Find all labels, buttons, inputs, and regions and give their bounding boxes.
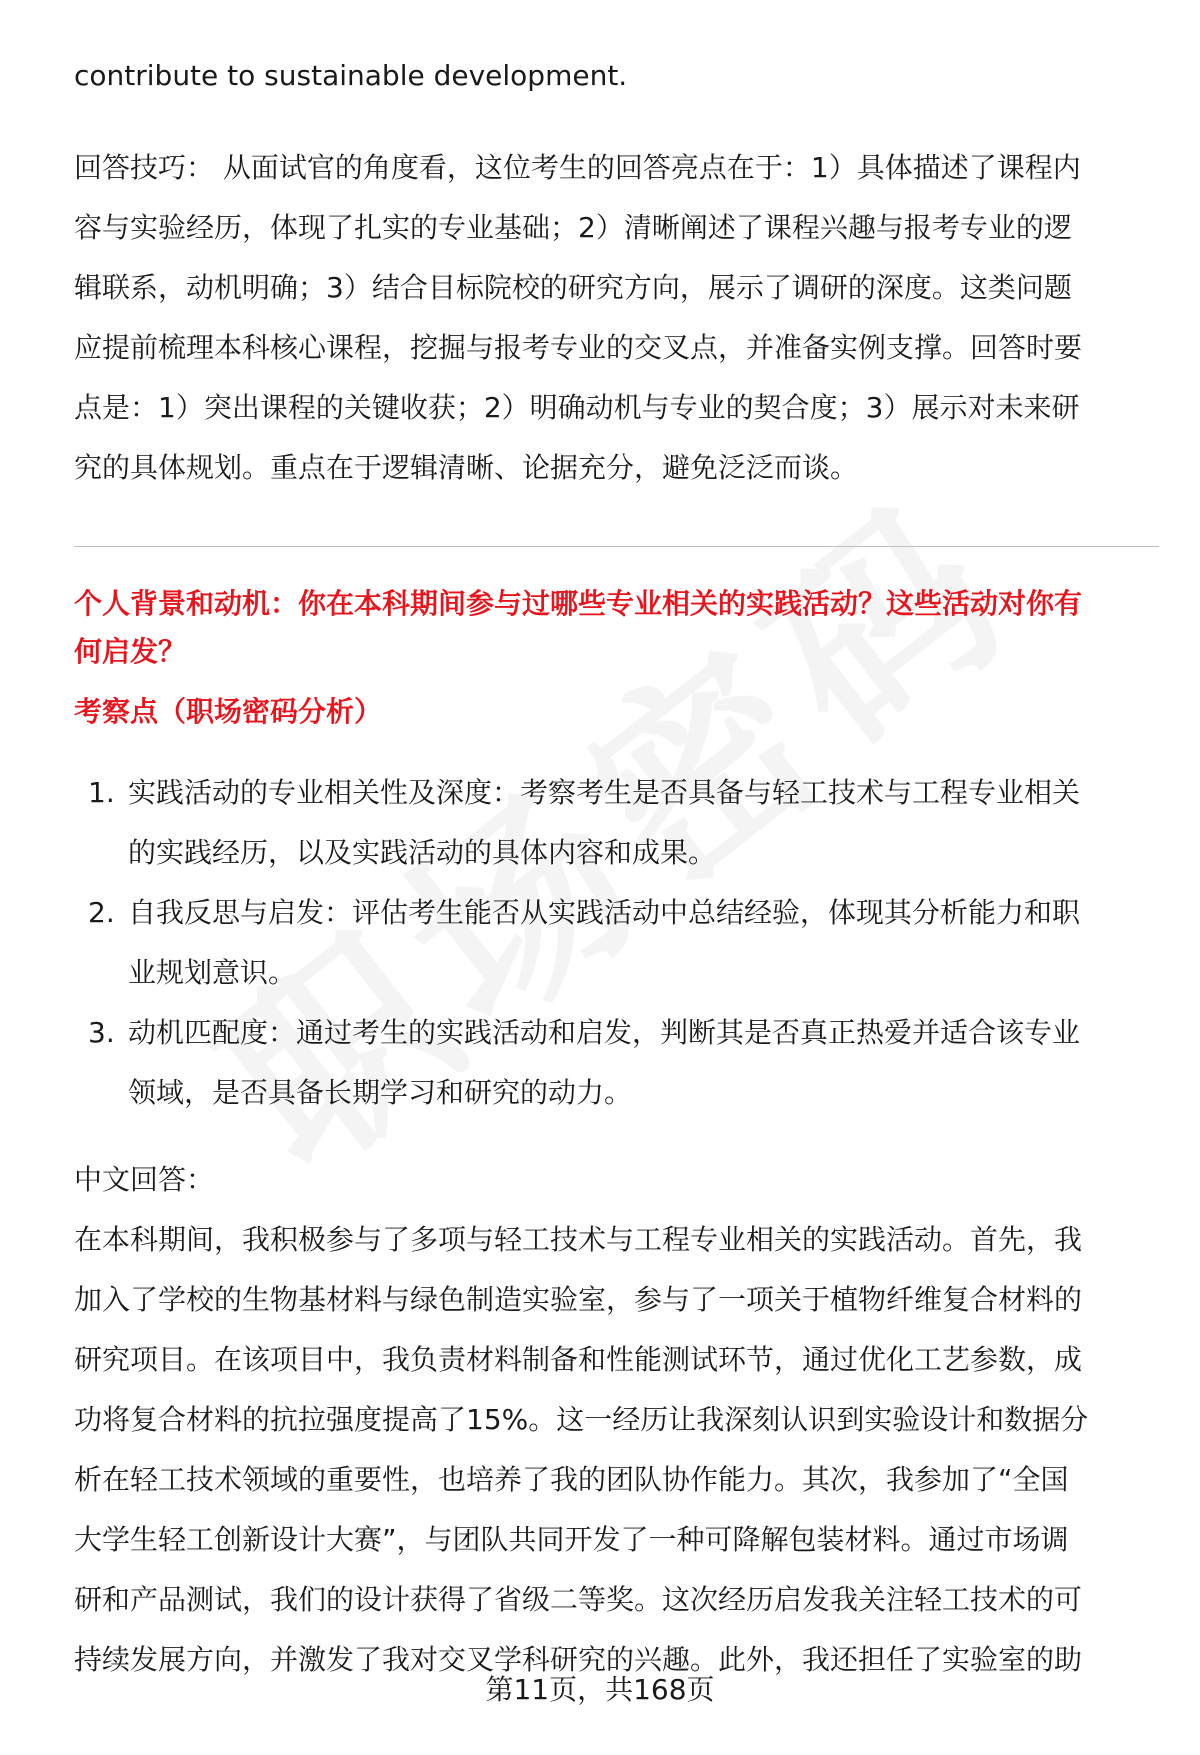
list-item — [74, 763, 1159, 883]
answer-line: 功将复合材料的抗拉强度提高了15%。这一经历让我深刻认识到实验设计和数据分 — [74, 1403, 1089, 1436]
chinese-answer — [74, 1150, 1159, 1690]
list-number: 3. — [88, 1016, 115, 1049]
tip-line: 辑联系，动机明确；3）结合目标院校的研究方向，展示了调研的深度。这类问题 — [74, 271, 1072, 304]
answer-line: 大学生轻工创新设计大赛”，与团队共同开发了一种可降解包装材料。通过市场调 — [74, 1523, 1069, 1556]
question-line: 何启发？ — [74, 635, 187, 668]
page-number: 第11页，共168页 — [485, 1673, 715, 1706]
answer-line: 持续发展方向，并激发了我对交叉学科研究的兴趣。此外，我还担任了实验室的助 — [74, 1643, 1083, 1676]
answer-line: 在本科期间，我积极参与了多项与轻工技术与工程专业相关的实践活动。首先，我 — [74, 1223, 1083, 1256]
list-item — [74, 1003, 1159, 1123]
tip-line: 容与实验经历，体现了扎实的专业基础；2）清晰阐述了课程兴趣与报考专业的逻 — [74, 211, 1072, 244]
answer-line: 析在轻工技术领域的重要性，也培养了我的团队协作能力。其次，我参加了“全国 — [74, 1463, 1069, 1496]
answer-label: 中文回答： — [74, 1163, 215, 1196]
answer-line: 研究项目。在该项目中，我负责材料制备和性能测试环节，通过优化工艺参数，成 — [74, 1343, 1083, 1376]
section-divider — [74, 546, 1159, 547]
answer-tips — [74, 138, 1159, 498]
list-line: 实践活动的专业相关性及深度：考察考生是否具备与轻工技术与工程专业相关 — [128, 776, 1081, 809]
answer-line: 加入了学校的生物基材料与绿色制造实验室，参与了一项关于植物纤维复合材料的 — [74, 1283, 1083, 1316]
question-heading — [74, 580, 1159, 676]
tip-line: 回答技巧： 从面试官的角度看，这位考生的回答亮点在于：1）具体描述了课程内 — [74, 151, 1081, 184]
tip-line: 究的具体规划。重点在于逻辑清晰、论据充分，避免泛泛而谈。 — [74, 451, 859, 484]
question-line: 个人背景和动机：你在本科期间参与过哪些专业相关的实践活动？这些活动对你有 — [74, 587, 1083, 620]
list-line: 业规划意识。 — [128, 956, 297, 989]
assessment-heading: 考察点（职场密码分析） — [74, 695, 383, 728]
list-number: 1. — [88, 776, 115, 809]
tip-line: 应提前梳理本科核心课程，挖掘与报考专业的交叉点，并准备实例支撑。回答时要 — [74, 331, 1083, 364]
list-line: 的实践经历，以及实践活动的具体内容和成果。 — [128, 836, 717, 869]
continuation-line: contribute to sustainable development. — [74, 59, 628, 92]
tip-line: 点是：1）突出课程的关键收获；2）明确动机与专业的契合度；3）展示对未来研 — [74, 391, 1080, 424]
list-item — [74, 883, 1159, 1003]
list-number: 2. — [88, 896, 115, 929]
assessment-points — [74, 763, 1159, 1123]
list-line: 自我反思与启发：评估考生能否从实践活动中总结经验，体现其分析能力和职 — [128, 896, 1081, 929]
answer-line: 研和产品测试，我们的设计获得了省级二等奖。这次经历启发我关注轻工技术的可 — [74, 1583, 1083, 1616]
document-body — [74, 56, 1159, 498]
list-line: 动机匹配度：通过考生的实践活动和启发，判断其是否真正热爱并适合该专业 — [128, 1016, 1081, 1049]
list-line: 领域，是否具备长期学习和研究的动力。 — [128, 1076, 633, 1109]
